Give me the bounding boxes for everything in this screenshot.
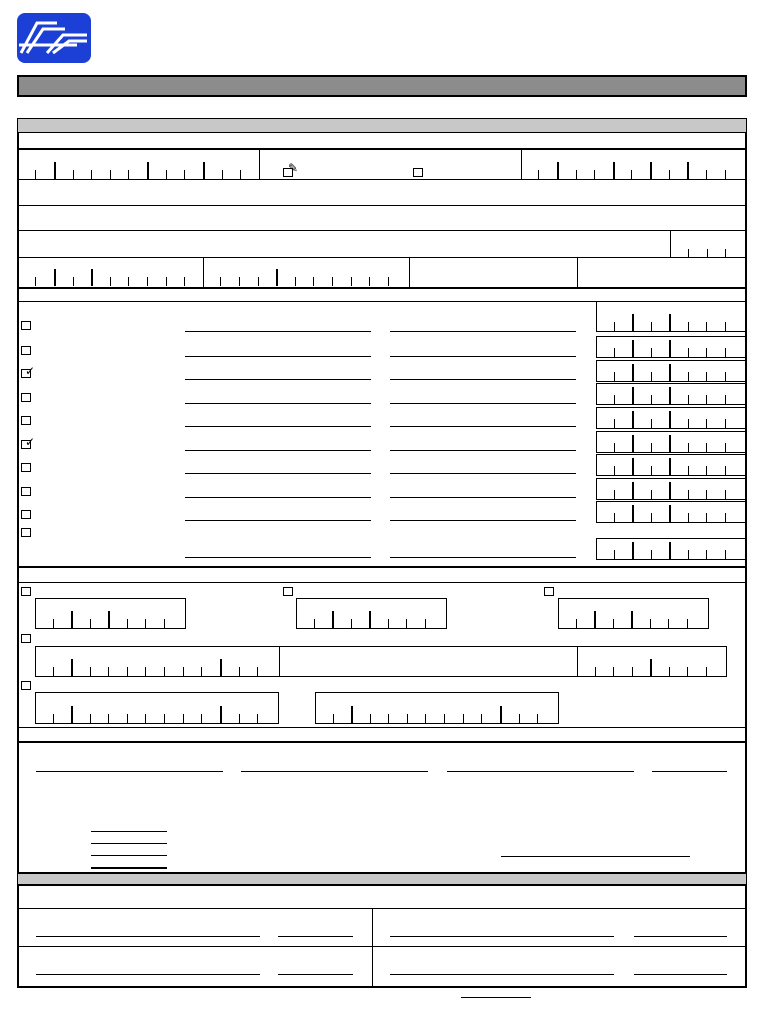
contribution-from-line[interactable]	[185, 520, 371, 521]
office-date-line-4[interactable]	[634, 974, 727, 975]
email-field[interactable]	[578, 258, 746, 287]
amount-row-1-field[interactable]	[598, 313, 744, 331]
contribution-to-line[interactable]	[390, 403, 576, 404]
payment-option-1-checkbox[interactable]	[21, 587, 31, 596]
contribution-from-line[interactable]	[185, 450, 371, 451]
contribution-row-4-checkbox[interactable]	[21, 393, 31, 402]
membership-option-two-checkbox[interactable]	[413, 168, 423, 177]
office-date-line-1[interactable]	[278, 936, 353, 937]
check-icon: ✓	[25, 435, 36, 449]
telephone-field[interactable]	[410, 258, 576, 287]
contribution-row-7-checkbox[interactable]	[21, 463, 31, 472]
contribution-to-line[interactable]	[390, 520, 576, 521]
contribution-from-line[interactable]	[185, 473, 371, 474]
contribution-to-line[interactable]	[390, 450, 576, 451]
id-detail-line-2[interactable]	[91, 843, 167, 844]
member-number-field[interactable]	[20, 161, 258, 179]
office-line-4[interactable]	[390, 974, 614, 975]
contribution-to-line[interactable]	[390, 331, 576, 332]
signature-line-1[interactable]	[36, 771, 223, 772]
contribution-from-line[interactable]	[185, 331, 371, 332]
contribution-row-10-checkbox[interactable]	[21, 528, 31, 537]
id-detail-line-1[interactable]	[91, 831, 167, 832]
check-icon: ✓	[25, 364, 36, 378]
pencil-check-icon: ✎	[288, 161, 299, 175]
contribution-row-5-checkbox[interactable]	[21, 416, 31, 425]
payment-option-3-checkbox[interactable]	[544, 587, 554, 596]
payment-option-5-checkbox[interactable]	[21, 681, 31, 690]
office-line-1[interactable]	[36, 936, 260, 937]
contribution-row-9-checkbox[interactable]	[21, 510, 31, 519]
contribution-row-2-checkbox[interactable]	[21, 346, 31, 355]
signature-line-3[interactable]	[447, 771, 634, 772]
office-line-3[interactable]	[36, 974, 260, 975]
contribution-row-8-checkbox[interactable]	[21, 487, 31, 496]
zip-code-field[interactable]	[672, 240, 744, 258]
contribution-to-line[interactable]	[390, 379, 576, 380]
office-line-2[interactable]	[390, 936, 614, 937]
contribution-from-line[interactable]	[185, 557, 371, 558]
contribution-from-line[interactable]	[185, 426, 371, 427]
section-member-header	[18, 119, 746, 133]
contribution-to-line[interactable]	[390, 473, 576, 474]
logo-stripes-icon	[17, 13, 91, 63]
employer-number-field[interactable]	[523, 161, 745, 179]
page-footer-line	[461, 997, 531, 998]
tin-field[interactable]	[20, 268, 202, 286]
signature-line-2[interactable]	[241, 771, 428, 772]
section-office-use-header	[18, 872, 746, 886]
id-detail-line-4[interactable]	[91, 867, 167, 869]
contribution-from-line[interactable]	[185, 403, 371, 404]
contribution-from-line[interactable]	[185, 497, 371, 498]
date-of-birth-field[interactable]	[205, 268, 407, 286]
contribution-to-line[interactable]	[390, 356, 576, 357]
address-field[interactable]	[18, 230, 746, 231]
name-field[interactable]	[18, 205, 746, 206]
member-signature-line[interactable]	[501, 856, 690, 857]
contribution-row-1-checkbox[interactable]	[21, 321, 31, 330]
form-title-bar	[17, 75, 747, 97]
contribution-to-line[interactable]	[390, 557, 576, 558]
payment-option-2-checkbox[interactable]	[283, 587, 293, 596]
signature-date-line[interactable]	[652, 771, 727, 772]
contribution-to-line[interactable]	[390, 497, 576, 498]
contribution-from-line[interactable]	[185, 356, 371, 357]
office-date-line-3[interactable]	[278, 974, 353, 975]
contribution-from-line[interactable]	[185, 379, 371, 380]
id-detail-line-3[interactable]	[91, 855, 167, 856]
payment-option-4-checkbox[interactable]	[21, 634, 31, 643]
office-date-line-2[interactable]	[634, 936, 727, 937]
agency-logo	[17, 13, 91, 63]
contribution-to-line[interactable]	[390, 426, 576, 427]
